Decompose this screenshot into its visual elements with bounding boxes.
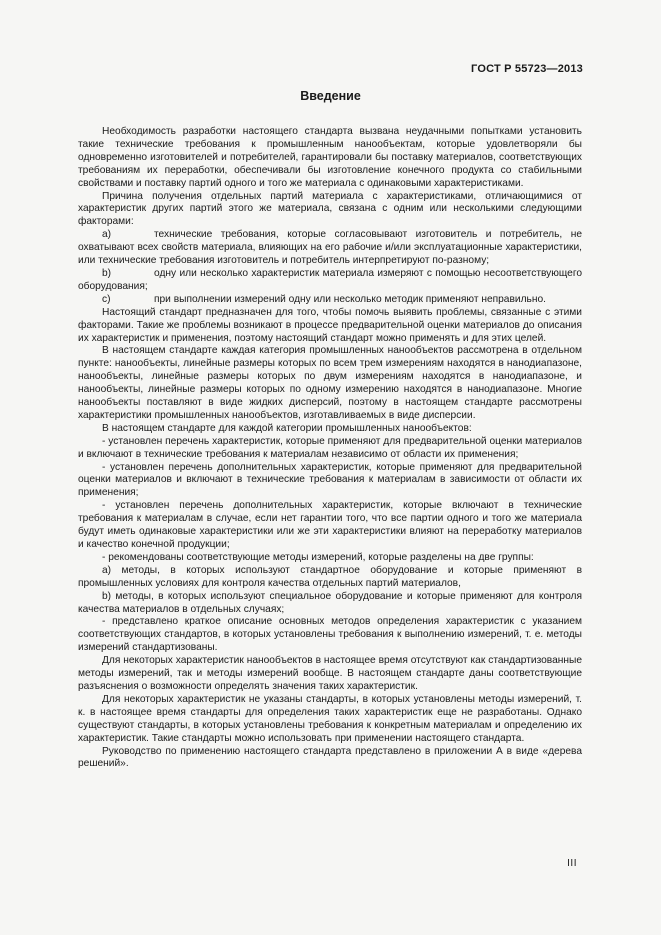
paragraph: Руководство по применению настоящего стандарта представлено в приложении А в виде «дерева решений».	[78, 745, 582, 770]
paragraph: - установлен перечень характеристик, которые применяют для предварительной оценки материалов и включают в технические требования к материалам независимо от области их применения;	[78, 435, 582, 460]
list-item-text: при выполнении измерений одну или несколько методик применяют неправильно.	[154, 293, 546, 305]
paragraph: Для некоторых характеристик нанообъектов в настоящее время отсутствуют как стандартизованные методы измерений, так и методы измерений вообще. В настоящем стандарте даны соответствующие разъяснения о возможности определять значения таких характеристик.	[78, 655, 582, 692]
page-number: III	[567, 858, 577, 869]
paragraph: Причина получения отдельных партий материала с характеристиками, отличающимися от характеристик других партий этого же материала, связана с одним или несколькими следующими факторами:	[78, 190, 582, 228]
list-marker: а)	[102, 229, 112, 241]
paragraph: В настоящем стандарте каждая категория промышленных нанообъектов рассмотрена в отдельном пункте: нанообъекты, линейные размеры которых по всем трем измерениям находятся в нанодиапазоне, нанообъекты, линейные размеры которых по двум измерениям находятся в нанодиапазоне, и нанообъекты, линейные размеры которых по одному измерению находятся в нанодиапазоне. Многие нанообъекты поставляют в виде жидких дисперсий, поэтому в настоящем стандарте рассмотрены характеристики промышленных нанообъектов, изготавливаемых в виде дисперсии.	[78, 345, 582, 421]
list-item	[78, 268, 582, 294]
list-item-text: одну или несколько характеристик материала измеряют с помощью несоответствующего оборудования;	[78, 267, 582, 292]
paragraph: - представлено краткое описание основных методов определения характеристик с указанием соответствующих стандартов, в которых установлены требования к выполнению измерений, т. е. методы измерений стандартизованы.	[78, 616, 582, 654]
paragraph: b) методы, в которых используют специальное оборудование и которые применяют для контроля качества материалов в отдельных случаях;	[78, 590, 582, 615]
list-item	[78, 294, 582, 307]
paragraph: Необходимость разработки настоящего стандарта вызвана неудачными попытками установить такие технические требования к промышленным нанообъектам, которые удовлетворяли бы одновременно изготовителей и потребителей, гарантировали бы поставку материалов, соответствующих требованиям их переработки, обеспечивали бы изготовление конечного продукта со стабильными свойствами и поставку партий одного и того же материала с одинаковыми характеристиками.	[78, 126, 582, 189]
paragraph: Для некоторых характеристик не указаны стандарты, в которых установлены методы измерений, т. к. в настоящее время стандарты для определения таких характеристик еще не разработаны. Однако существуют стандарты, в которых установлены требования к конкретным материалам и определению их характеристик. Такие стандарты можно использовать при применении настоящего стандарта.	[78, 693, 582, 744]
list-marker: с)	[102, 293, 111, 305]
paragraph: - рекомендованы соответствующие методы измерений, которые разделены на две группы:	[102, 551, 534, 563]
paragraph: а) методы, в которых используют стандартное оборудование и которые применяют в промышленных условиях для контроля качества отдельных партий материалов,	[78, 564, 582, 589]
paragraph: Настоящий стандарт предназначен для того, чтобы помочь выявить проблемы, связанные с этими факторами. Такие же проблемы возникают в процессе предварительной оценки материалов до описания их характеристик и применения, поэтому настоящий стандарт можно применять и для этих целей.	[78, 306, 582, 344]
list-marker: b)	[102, 267, 112, 279]
paragraph: - установлен перечень дополнительных характеристик, которые применяют для предварительной оценки материалов и включают в технические требования к материалам в зависимости от области их применения;	[78, 461, 582, 499]
list-item	[78, 229, 582, 268]
body-text	[78, 126, 582, 771]
paragraph: В настоящем стандарте для каждой категории промышленных нанообъектов:	[102, 422, 472, 434]
paragraph: - установлен перечень дополнительных характеристик, которые включают в технические требования к материалам в случае, если нет гарантии того, что все партии одного и того же материала будут иметь одинаковые характеристики или же эти характеристики влияют на переработку материалов и качество конечной продукции;	[78, 500, 582, 550]
section-title: Введение	[300, 89, 361, 103]
document-code: ГОСТ Р 55723—2013	[471, 63, 583, 75]
list-item-text: технические требования, которые согласовывают изготовитель и потребитель, не охватывают всех свойств материала, влияющих на его рабочие и/или эксплуатационные характеристики, или технические требования изготовитель и потребитель интерпретируют по-разному;	[78, 229, 582, 267]
